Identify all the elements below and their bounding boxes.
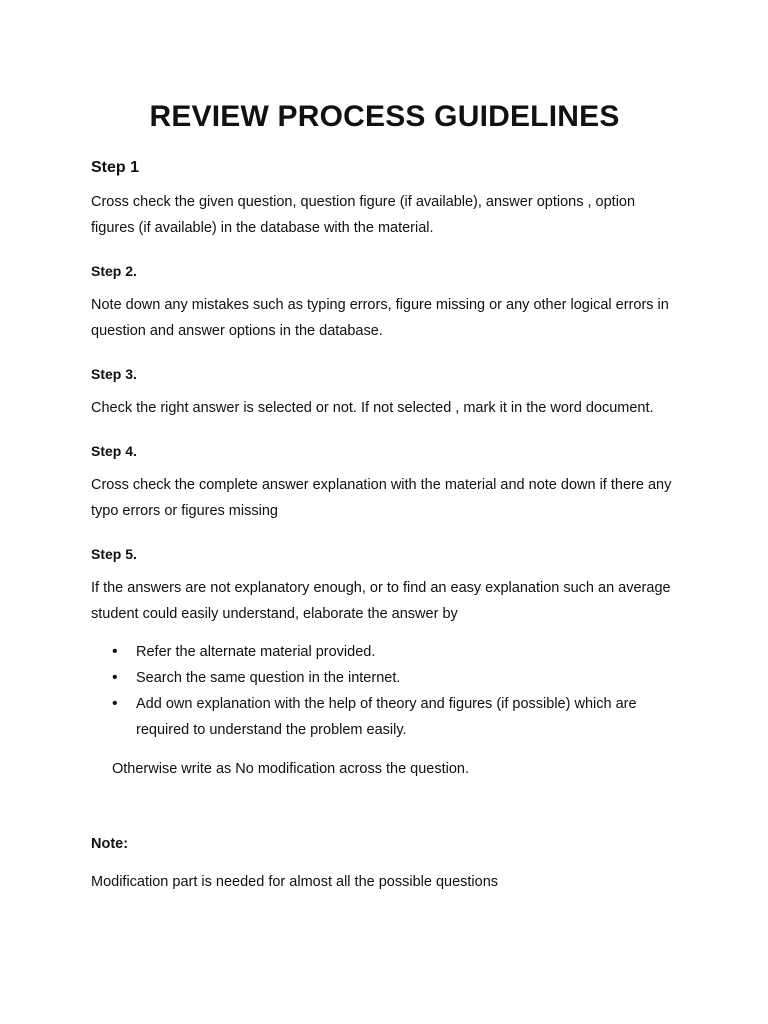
note-text: Modification part is needed for almost all the possible questions bbox=[91, 874, 499, 890]
step-4-section bbox=[91, 441, 678, 524]
otherwise-text: Otherwise write as No modification across the question. bbox=[112, 761, 470, 777]
step-2-section bbox=[91, 261, 678, 344]
step-3-text: Check the right answer is selected or not. If not selected , mark it in the word document. bbox=[91, 400, 654, 416]
step-1-section bbox=[91, 158, 678, 241]
note-heading: Note: bbox=[91, 836, 129, 852]
list-item: • Refer the alternate material provided. bbox=[91, 639, 678, 665]
step-4-text: Cross check the complete answer explanation with the material and note down if there any typo errors or figures missing bbox=[91, 477, 672, 519]
step-5-heading: Step 5. bbox=[91, 546, 137, 562]
list-item: • Add own explanation with the help of theory and figures (if possible) which are required to understand the problem easily. bbox=[91, 691, 678, 743]
bullet-list bbox=[91, 639, 678, 743]
step-4-heading: Step 4. bbox=[91, 443, 137, 459]
page-title: REVIEW PROCESS GUIDELINES bbox=[149, 100, 620, 133]
step-2-text: Note down any mistakes such as typing errors, figure missing or any other logical errors in question and answer options in the database. bbox=[91, 297, 669, 339]
step-3-section bbox=[91, 364, 678, 421]
step-1-text: Cross check the given question, question figure (if available), answer options , option figures (if available) in the database with the material. bbox=[91, 194, 636, 236]
step-5-section bbox=[91, 544, 678, 782]
step-1-heading: Step 1 bbox=[91, 159, 140, 176]
list-item: • Search the same question in the internet. bbox=[91, 665, 678, 691]
note-section bbox=[91, 831, 678, 895]
step-2-heading: Step 2. bbox=[91, 263, 137, 279]
step-5-text: If the answers are not explanatory enough, or to find an easy explanation such an average student could easily understand, elaborate the answer by bbox=[91, 580, 671, 622]
step-3-heading: Step 3. bbox=[91, 366, 137, 382]
